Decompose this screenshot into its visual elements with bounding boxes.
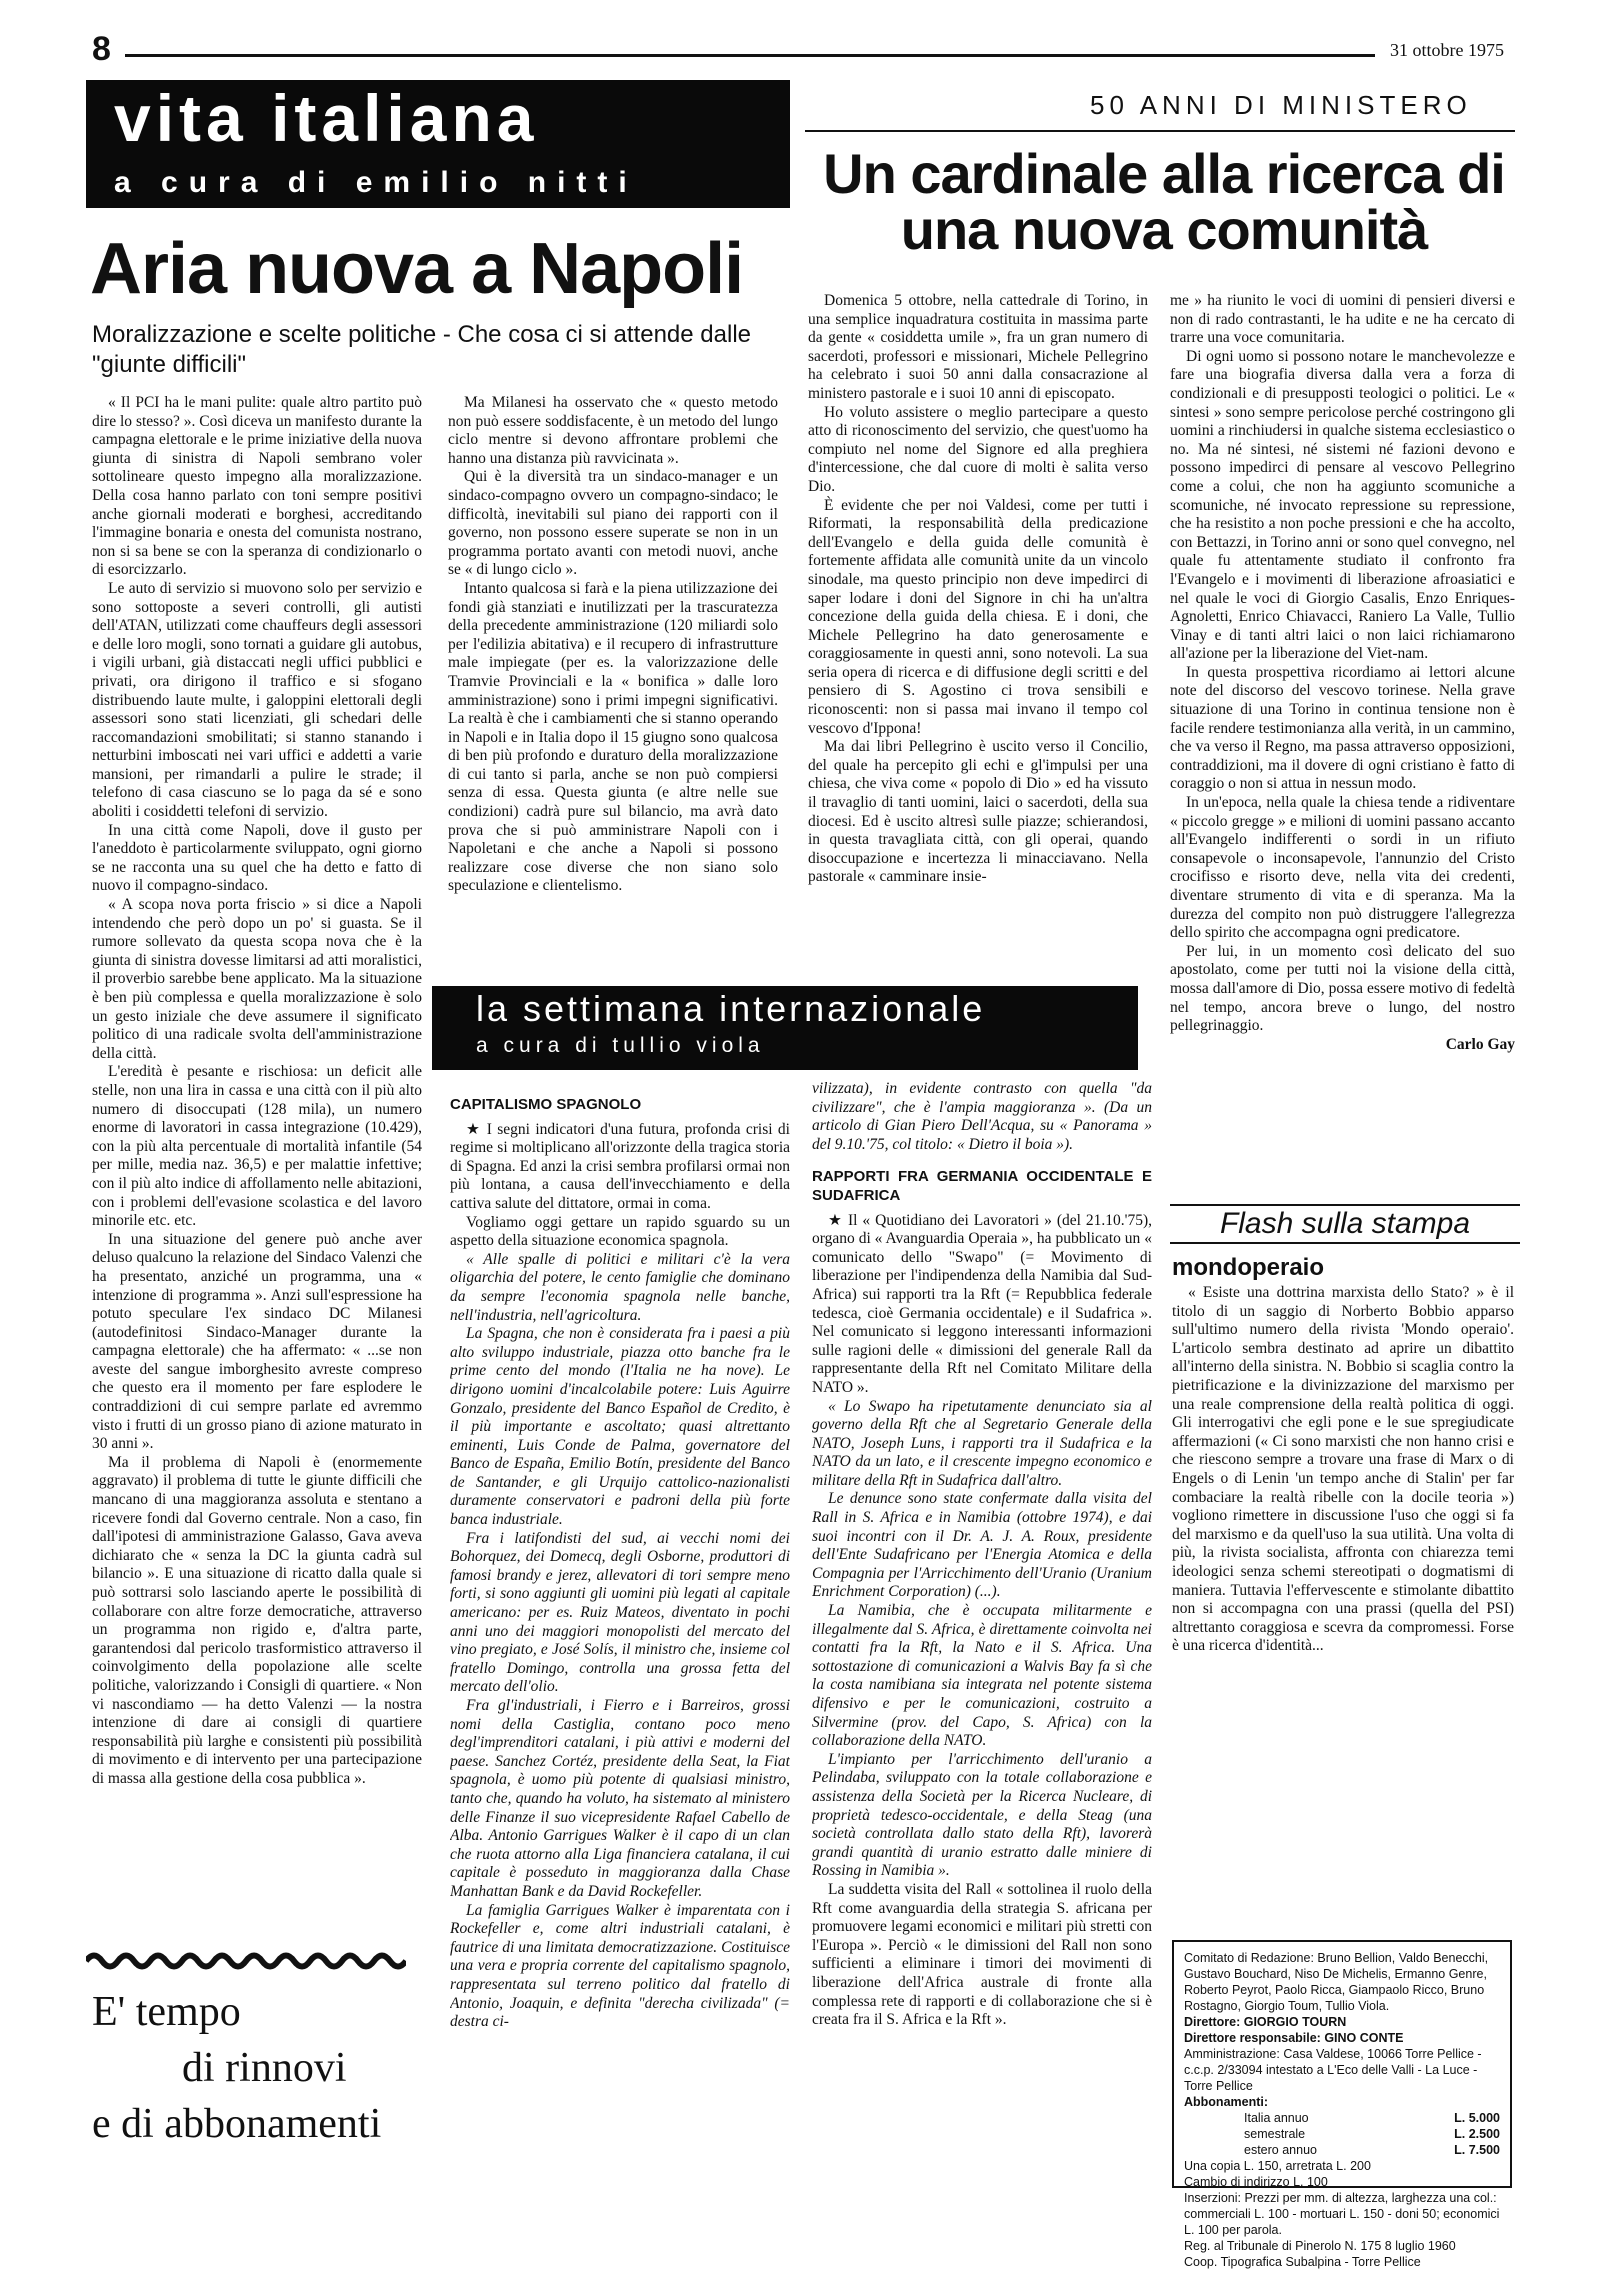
paragraph: In un'epoca, nella quale la chiesa tende a ridiventare « piccolo gregge » e milioni di uomini passano accanto all'Evangelo indifferenti o sordi in un rifiuto consapevole o inconsapevole, l'annunzio del Cristo crocifisso e risorto deve, nella vita dei credenti, diventare strumento di vita e di speranza. Ma la durezza del compito non può distruggere l'allegrezza dello spirito che accompagna ogni predicatore. — [1170, 794, 1515, 942]
colophon-box — [1172, 1940, 1512, 2269]
paragraph: La famiglia Garrigues Walker è imparentata con i Rockefeller e, come altri industriali catalani, è fautrice di una limitata democratizzazione. Costituisce una vera e propria corrente del capitalismo spagnolo, rappresentata sul terreno politico dal fratello di Antonio, Joaquin, e definita "derecha civilizada" (= destra ci- — [450, 1901, 790, 2031]
rate-label: Italia annuo — [1244, 2111, 1309, 2125]
paragraph: « Esiste una dottrina marxista dello Stato? » è il titolo di un saggio di Norberto Bobbio apparso sull'ultimo numero della rivista 'Mondo operaio'. L'articolo sembra destinato ad aprire un dibattito all'interno della sinistra. N. Bobbio si scaglia contro la pietrificazione e la divinizzazione del marxismo per una reale comprensione della realtà politica di oggi. Gli interrogativi che egli pone e le sue spregiudicate affermazioni (« Ci sono marxisti che non hanno crisi e che riescono sempre a trovare una frase di Marx o di Engels o di Lenin 'un tempo anche di Stalin' per far combaciare la realtà ribelle con la docile teoria ») vogliono rimettere in discussione l'uso che oggi si fa del marxismo e da quell'uso la sua utilità. Una volta di più, la rivista socialista, affronta con chiarezza temi ideologici senza schemi stereotipati o dogmatismi di maniera. Tuttavia l'effervescente e stimolante dibattito non si accompagna con una prassi (quella del PSI) altrettanto coraggiosa e scevra da compromessi. Forse è una ricerca d'identità... — [1172, 1284, 1514, 1655]
left-article-headline: Aria nuova a Napoli — [90, 229, 744, 309]
rate-label: semestrale — [1244, 2127, 1306, 2141]
colophon-tipografia: Coop. Tipografica Subalpina - Torre Pellice — [1184, 2255, 1421, 2269]
paragraph: « A scopa nova porta friscio » si dice a Napoli intendendo che però dopo un po' si guasta. Se il rumore sollevato da questa scopa nova che è la giunta di sinistra dovesse limitarsi ad atti moralistici, il proverbio sarebbe bene applicato. Ma la situazione è ben più complessa e quella moralizzazione è solo un gesto iniziale che deve assumere il significato politico di una radicale svolta dell'amministrazione della città. — [92, 896, 422, 1062]
issue-date: 31 ottobre 1975 — [1390, 40, 1504, 60]
right-article-headline: Un cardinale alla ricerca di una nuova comunità — [823, 142, 1505, 261]
rate-row — [1184, 2126, 1500, 2142]
colophon-copia: Una copia L. 150, arretrata L. 200 — [1184, 2159, 1371, 2173]
paragraph: Intanto qualcosa si farà e la piena utilizzazione dei fondi già stanziati e inutilizzati per la trascuratezza della precedente amministrazione (120 miliardi solo per l'edilizia abitativa) e il recupero di infrastrutture male impiegate (per es. la valorizzazione delle Tramvie Provinciali e la « bonifica » dalle loro amministrazione) sono i primi impegni significativi. La realtà è che i cambiamenti che si stanno operando in Napoli e in Italia dopo il 15 giugno sono qualcosa di ben più profondo e duraturo della moralizzazione di cui tanto si parla, anche se non può compiersi senza di essa. Questa giunta (e altre nelle sue condizioni) cadrà pure sul bilancio, ma avrà dato prova che si può amministrare Napoli con i Napoletani e che anche a Napoli si possono realizzare cose diverse che non siano solo speculazione e clientelismo. — [448, 579, 778, 895]
paragraph: « Lo Swapo ha ripetutamente denunciato sia al governo della Rft che al Segretario Generale della NATO, Joseph Luns, i rapporti tra il Sudafrica e la NATO da un lato, e il crescente impegno economico e militare della Rft in Sudafrica dall'altro. — [812, 1397, 1152, 1489]
promo-line-3: e di abbonamenti — [92, 2101, 382, 2147]
paragraph: Le auto di servizio si muovono solo per servizio e sono sottoposte a severi controlli, gli autisti dell'ATAN, utilizzati come chauffeurs degli assessori e delle loro mogli, sono tornati a guidare gli autobus, i vigili urbani, già distaccati negli uffici pubblici e privati, ora dirigono il traffico e si sfogano distribuendo laute multe, i galoppini elettorali degli assessori sono stati licenziati, gli schedari delle raccomandazioni smobilitati; si stanno stanando i netturbini imboscati nei vari uffici e addetti a varie mansioni, per rimandarli a pulire le strade; il telefono di casa ciascuno se lo paga da sé e sono aboliti i cosiddetti telefoni di servizio. — [92, 579, 422, 821]
left-article-subhead: Moralizzazione e scelte politiche - Che cosa ci si attende dalle "giunte difficili" — [92, 321, 752, 378]
rate-row — [1184, 2142, 1500, 2158]
flash-subtitle: mondoperaio — [1172, 1254, 1325, 1281]
section-masthead — [86, 80, 790, 208]
paragraph: È evidente che per noi Valdesi, come per tutti i Riformati, la responsabilità della predicazione dell'Evangelo e della guida delle comunità è fortemente affidata alle comunità unite da un vincolo sinodale, ma questo principio non deve impedirci di saper lodare i doni del Signore in chi ha un'altra concezione della guida della chiesa. E i doni, che Michele Pellegrino ha dato generosamente e coraggiosamente in questi anni, sono notevoli. La sua seria opera di ricerca e di diffusione degli scritti e del pensiero di S. Agostino ci trova sensibili e riconoscenti: non si passa mai invano il tempo col vescovo d'Ippona! — [808, 496, 1148, 737]
kicker-rule — [805, 130, 1515, 132]
colophon-redazione: Comitato di Redazione: Bruno Bellion, Valdo Benecchi, Gustavo Bouchard, Niso De Michelis, Ermanno Genre, Roberto Peyrot, Paolo Ricca, Giampaolo Ricco, Bruno Rostagno, Giorgio Toum, Tullio Viola. — [1184, 1951, 1489, 2013]
paragraph: Ho voluto assistere o meglio partecipare a questo atto di riconoscimento del servizio, che quest'uomo ha compiuto nel nome del Signore ed alla preghiera d'intercessione, che dal cuore di molti è salita verso Dio. — [808, 403, 1148, 495]
colophon-abbonamenti-label: Abbonamenti: — [1184, 2095, 1269, 2109]
paragraph: L'eredità è pesante e rischiosa: un deficit alle stelle, non una lira in cassa e una città con il più alto numero di disoccupati (128 mila), un numero enorme di lavoratori in cassa integrazione (10.429), con la più alta percentuale di mortalità infantile (54 per mille, media naz. 36,5) e per malattie infettive; con il più alto indice di affollamento nelle abitazioni, con i problemi dell'evasione scolastica e del lavoro minorile etc. etc. — [92, 1063, 422, 1230]
header-rule — [125, 54, 1375, 57]
section-heading: CAPITALISMO SPAGNOLO — [450, 1096, 642, 1113]
international-column-2 — [812, 1080, 1152, 2196]
international-subtitle: a cura di tullio viola — [476, 1034, 765, 1057]
paragraph: In questa prospettiva ricordiamo ai lettori alcune note del discorso del vescovo torinese. Nella grave situazione di una Torino in continua tensione non è facile rendere testimonianza alla verità, in un cammino, che va verso il Regno, ma passa attraverso opposizioni, contraddizioni, ma il dovere di ogni cristiano è fatto di coraggio o non si attua in nessun modo. — [1170, 663, 1515, 793]
international-column-1 — [450, 1096, 790, 2196]
colophon-responsabile: Direttore responsabile: GINO CONTE — [1184, 2031, 1404, 2045]
paragraph: Di ogni uomo si possono notare le manchevolezze e fare una biografia diversa dalla vera a forza di condizionali e di presupposti teologici o politici. Le « sintesi » sono sempre pericolose perché costringono gli uomini a rinchiudersi in qualche sistema ecclesiastico o no. Ma né sintesi, né sistemi né fazioni devono e possono impedirci di pensare al vescovo Pellegrino come a colui, che non ha aggiunto scomuniche a scomuniche, né invocato repressione su repressione, che ha resistito a non poche pressioni e che ha accolto, con Bettazzi, in Torino anni or sono quel convegno, nel quale fu attentamente studiato il confronto fra l'Evangelo e i movimenti di liberazione afroasiatici e nel quale le voci di Giorgio Casalis, Enzo Enriques-Agnoletti, Enrico Chiavacci, Raniero La Valle, Tullio Vinay e di tanti altri laici o non laici richiamarono all'azione per la liberazione del Viet-nam. — [1170, 347, 1515, 663]
paragraph: Le denunce sono state confermate dalla visita del Rall in S. Africa e in Namibia (ottobre 1974), e dai suoi incontri con il Dr. A. J. A. Roux, presidente dell'Ente Sudafricano per l'Energia Atomica e della Compagnia per l'Arricchimento dell'Uranio (Uranium Enrichment Corporation) (...). — [812, 1490, 1152, 1601]
paragraph: La Namibia, che è occupata militarmente e illegalmente dal S. Africa, è direttamente coinvolta nei contatti fra la Rft, la Nato e il S. Africa. Una sottostazione di comunicazioni a Walvis Bay fa sì che la costa namibiana sia integrata nel potente sistema difensivo e per le comunicazioni, costruito a Silvermine (prov. del Capo, S. Africa) con la collaborazione della NATO. — [812, 1602, 1152, 1750]
paragraph: Fra i latifondisti del sud, ai vecchi nomi dei Bohorquez, dei Domecq, degli Osborne, produttori di famosi brandy e jerez, allevatori di tori sempre meno forti, si sono aggiunti gli uomini più legati al capitale americano: per es. Ruiz Mateos, diventato in pochi anni uno dei maggiori monopolisti del mercato del vino pregiato, e José Solís, il ministro che, insieme col fratello Domingo, controlla una grossa fetta del mercato dell'olio. — [450, 1529, 790, 1696]
flash-column — [1172, 1284, 1514, 1924]
section-heading: RAPPORTI FRA GERMANIA OCCIDENTALE E SUDAFRICA — [812, 1168, 1152, 1204]
masthead-subtitle: a cura di emilio nitti — [114, 166, 638, 199]
paragraph: Ma dai libri Pellegrino è uscito verso il Concilio, del quale ha percepito gli echi e gl'impulsi per una chiesa, che viva come « popolo di Dio » ed ha vissuto il travaglio di tanti uomini, laici o sacerdoti, della sua diocesi. Ed è uscito altresì sulle piazze; schierandosi, in questa travagliata città, con gli operai, quando disoccupazione e incertezza li minacciavano. Nella pastorale « camminare insie- — [808, 738, 1148, 886]
paragraph: L'impianto per l'arricchimento dell'uranio a Pelindaba, sviluppato con la totale collaborazione e assistenza della Società per la Ricerca Nucleare, di proprietà tedesco-occidentale, e della Steag (una società controllata dallo stato della Rft), lavorerà grandi quantità di uranio estratto dalle miniere di Rossing in Namibia ». — [812, 1750, 1152, 1880]
paragraph: In una città come Napoli, dove il gusto per l'aneddoto è particolarmente sviluppato, ogni giorno se ne racconta una su quel che ha detto e fatto di nuovo il compagno-sindaco. — [92, 821, 422, 895]
right-article-column-1 — [808, 292, 1148, 972]
wavy-divider — [86, 1950, 406, 1972]
paragraph: ★ Il « Quotidiano dei Lavoratori » (del 21.10.'75), organo di « Avanguardia Operaia », ha pubblicato un « comunicato dello "Swapo" (= Movimento di liberazione per l'indipendenza della Namibia dal Sud-Africa) sui rapporti tra la Rft (= Repubblica federale tedesca, cioè Germania occidentale) e il Sudafrica ». Nel comunicato si leggono interessanti informazioni sulle ragioni delle « dimissioni del generale Rall da rappresentante della Rft nel Comitato Militare della NATO ». — [812, 1211, 1152, 1396]
paragraph: vilizzata), in evidente contrasto con quella "da civilizzare", che è l'ampia maggioranza ». (Da un articolo di Gian Piero Dell'Acqua, su « Panorama » del 9.10.'75, col titolo: « Dietro il boia »). — [812, 1080, 1152, 1153]
paragraph: Per lui, in un momento così delicato del suo apostolato, come per tutti noi la visione della città, mossa dall'amore di Dio, possa essere motivo di fedeltà nel tempo, ancora breve o lungo, del nostro pellegrinaggio. — [1170, 942, 1515, 1035]
colophon-direttore: Direttore: GIORGIO TOURN — [1184, 2015, 1347, 2029]
rate-row — [1184, 2110, 1500, 2126]
rate-value: L. 2.500 — [1454, 2127, 1500, 2141]
paragraph: ★ I segni indicatori d'una futura, profonda crisi di regime si moltiplicano all'orizzonte della tragica storia di Spagna. Ed anzi la crisi sembra profilarsi ormai non più lontana, a causa dell'invecchiamento e della cattiva salute del dittatore, ormai in coma. — [450, 1120, 790, 1212]
colophon-cambio: Cambio di indirizzo L. 100 — [1184, 2175, 1328, 2189]
paragraph: « Il PCI ha le mani pulite: quale altro partito può dire lo stesso? ». Così diceva un manifesto durante la campagna elettorale e le prime iniziative della nuova giunta di sinistra di Napoli sembrano voler sottolineare questo impegno alla moralizzazione. Della cosa hanno parlato con toni sempre positivi anche giornali moderati e borghesi, accreditando l'immagine bonaria e onesta del comunista nostrano, non si sa bene se con la speranza di condizionarlo o di esorcizzarlo. — [92, 394, 422, 579]
rate-label: estero annuo — [1244, 2143, 1317, 2157]
paragraph: Ma Milanesi ha osservato che « questo metodo non può essere soddisfacente, è un metodo del lungo ciclo mentre si devono affrontare problemi che hanno una distanza più ravvicinata ». — [448, 394, 778, 467]
right-article-column-2 — [1170, 292, 1515, 1172]
paragraph: In una situazione del genere può anche aver deluso qualcuno la relazione del Sindaco Valenzi che ha presentato, anziché un programma, una « intenzione di programma ». Anzi sull'espressione ha potuto speculare l'ex sindaco DC Milanesi (autodefinitosi Sindaco-Manager durante la campagna elettorale) che ha affermato: « ...se non aveste del sangue imborghesito avreste compreso che questo era il momento per fare esplodere le contraddizioni di cui sempre parlate ed avremmo visto i frutti di un grosso piano di azione maturato in 30 anni ». — [92, 1230, 422, 1453]
promo-line-2: di rinnovi — [182, 2045, 347, 2091]
paragraph: « Alle spalle di politici e militari c'è la vera oligarchia del potere, le cento famiglie che dominano da sempre l'economia spagnola nelle banche, nell'industria, nell'agricoltura. — [450, 1250, 790, 1324]
left-article-column-1 — [92, 394, 422, 1934]
paragraph: Qui è la diversità tra un sindaco-manager e un sindaco-compagno ovvero un compagno-sindaco; le difficoltà, inevitabili sul piano dei rapporti con il governo, non possono essere superate se non in un programma portato avanti con metodi nuovi, anche se « di lungo ciclo ». — [448, 468, 778, 579]
colophon-registro: Reg. al Tribunale di Pinerolo N. 175 8 luglio 1960 — [1184, 2239, 1456, 2253]
international-title: la settimana internazionale — [476, 988, 986, 1029]
left-article-column-2 — [448, 394, 778, 974]
rate-value: L. 5.000 — [1454, 2111, 1500, 2125]
promo-line-1: E' tempo — [92, 1989, 241, 2035]
paragraph: Domenica 5 ottobre, nella cattedrale di Torino, in una semplice inquadratura costituita in massima parte da gente « cosiddetta umile », fra un gran numero di sacerdoti, professori e missionari, Michele Pellegrino ha celebrato i suoi 50 anni dalla consacrazione al ministero pastorale e i suoi 10 anni di episcopato. — [808, 292, 1148, 402]
subscription-promo — [92, 1984, 422, 2152]
masthead-title: vita italiana — [114, 81, 539, 155]
paragraph: La suddetta visita del Rall « sottolinea il ruolo della Rft come avanguardia della strategia S. africana per promuovere legami economici e militari più stretti con l'Europa ». Perciò « le dimissioni del Rall non sono sufficienti a eliminare i timori dei movimenti di liberazione dell'Africa australe di fronte alla complessa rete di rapporti e di collaborazione che si è creata fra il S. Africa e la Rft ». — [812, 1880, 1152, 2029]
paragraph: Fra gl'industriali, i Fierro e i Barreiros, grossi nomi della Castiglia, contano poco meno degl'imprenditori catalani, i più attivi e moderni del paese. Sanchez Cortéz, presidente della Seat, la Fiat spagnola, è uomo più potente di qualsiasi ministro, tanto che, quando ha voluto, ha sistemato al ministero delle Finanze il suo vicepresidente Rafael Cabello de Alba. Antonio Garrigues Walker è il capo di un clan che ruota attorno alla Liga financiera catalana, il cui capitale è posseduto in maggioranza dalla Chase Manhattan Bank e da David Rockefeller. — [450, 1697, 790, 1900]
right-article-kicker: 50 ANNI DI MINISTERO — [1090, 90, 1472, 120]
colophon-amministrazione: Amministrazione: Casa Valdese, 10066 Torre Pellice - c.c.p. 2/33094 intestato a L'Eco delle Valli - La Luce - Torre Pellice — [1184, 2047, 1482, 2093]
rate-value: L. 7.500 — [1454, 2143, 1500, 2157]
paragraph: Ma il problema di Napoli è (enormemente aggravato) il problema di tutte le giunte difficili che mancano di una maggioranza assoluta e stentano a ricevere fondi dal Governo centrale. Non a caso, fin dall'ipotesi di amministrazione Galasso, Gava aveva dichiarato che « senza la DC la giunta cadrà sul bilancio ». E una situazione di ricatto dalla quale si può sottrarsi solo lasciando aperte le possibilità di collaborare con altre forze democratiche, attraverso un programma non rigido e, d'altra parte, garantendosi dal pericolo trasformistico attraverso il coinvolgimento della popolazione alle scelte politiche, valorizzando i Consigli di quartiere. « Non vi nascondiamo — ha detto Valenzi — la nostra intenzione di dare ai consigli di quartiere responsabilità più larghe e consistenti più possibilità di movimento e di intervento per una partecipazione di massa alla gestione della cosa pubblica ». — [92, 1453, 422, 1787]
colophon-inserzioni: Inserzioni: Prezzi per mm. di altezza, larghezza una col.: commerciali L. 100 - mortuari L. 150 - doni 50; economici L. 100 per parola. — [1184, 2191, 1500, 2237]
flash-heading: Flash sulla stampa — [1170, 1204, 1520, 1244]
international-banner — [432, 986, 1138, 1070]
article-signature: Carlo Gay — [1445, 1035, 1515, 1053]
page-number: 8 — [92, 30, 111, 68]
paragraph: me » ha riunito le voci di uomini di pensieri diversi e non di rado contrastanti, le ha udite e ne ha cercato di trarre una voce comunitaria. — [1170, 292, 1515, 347]
paragraph: Vogliamo oggi gettare un rapido sguardo su un aspetto della situazione economica spagnola. — [450, 1213, 790, 1250]
paragraph: La Spagna, che non è considerata fra i paesi a più alto sviluppo industriale, piazza otto banche fra le prime cento del mondo (l'Italia ne ha nove). Le dirigono uomini d'incalcolabile potere: Luis Aguirre Gonzalo, presidente del Banco Español de Credito, è il più importante e ascoltato; quasi altrettanto eminenti, Luis Conde de Palma, governatore del Banco de España, Emilio Botín, presidente del Banco de Santander, e gli Urquijo cattolico-nazionalisti duramente conservatori e padroni della più forte banca industriale. — [450, 1325, 790, 1529]
